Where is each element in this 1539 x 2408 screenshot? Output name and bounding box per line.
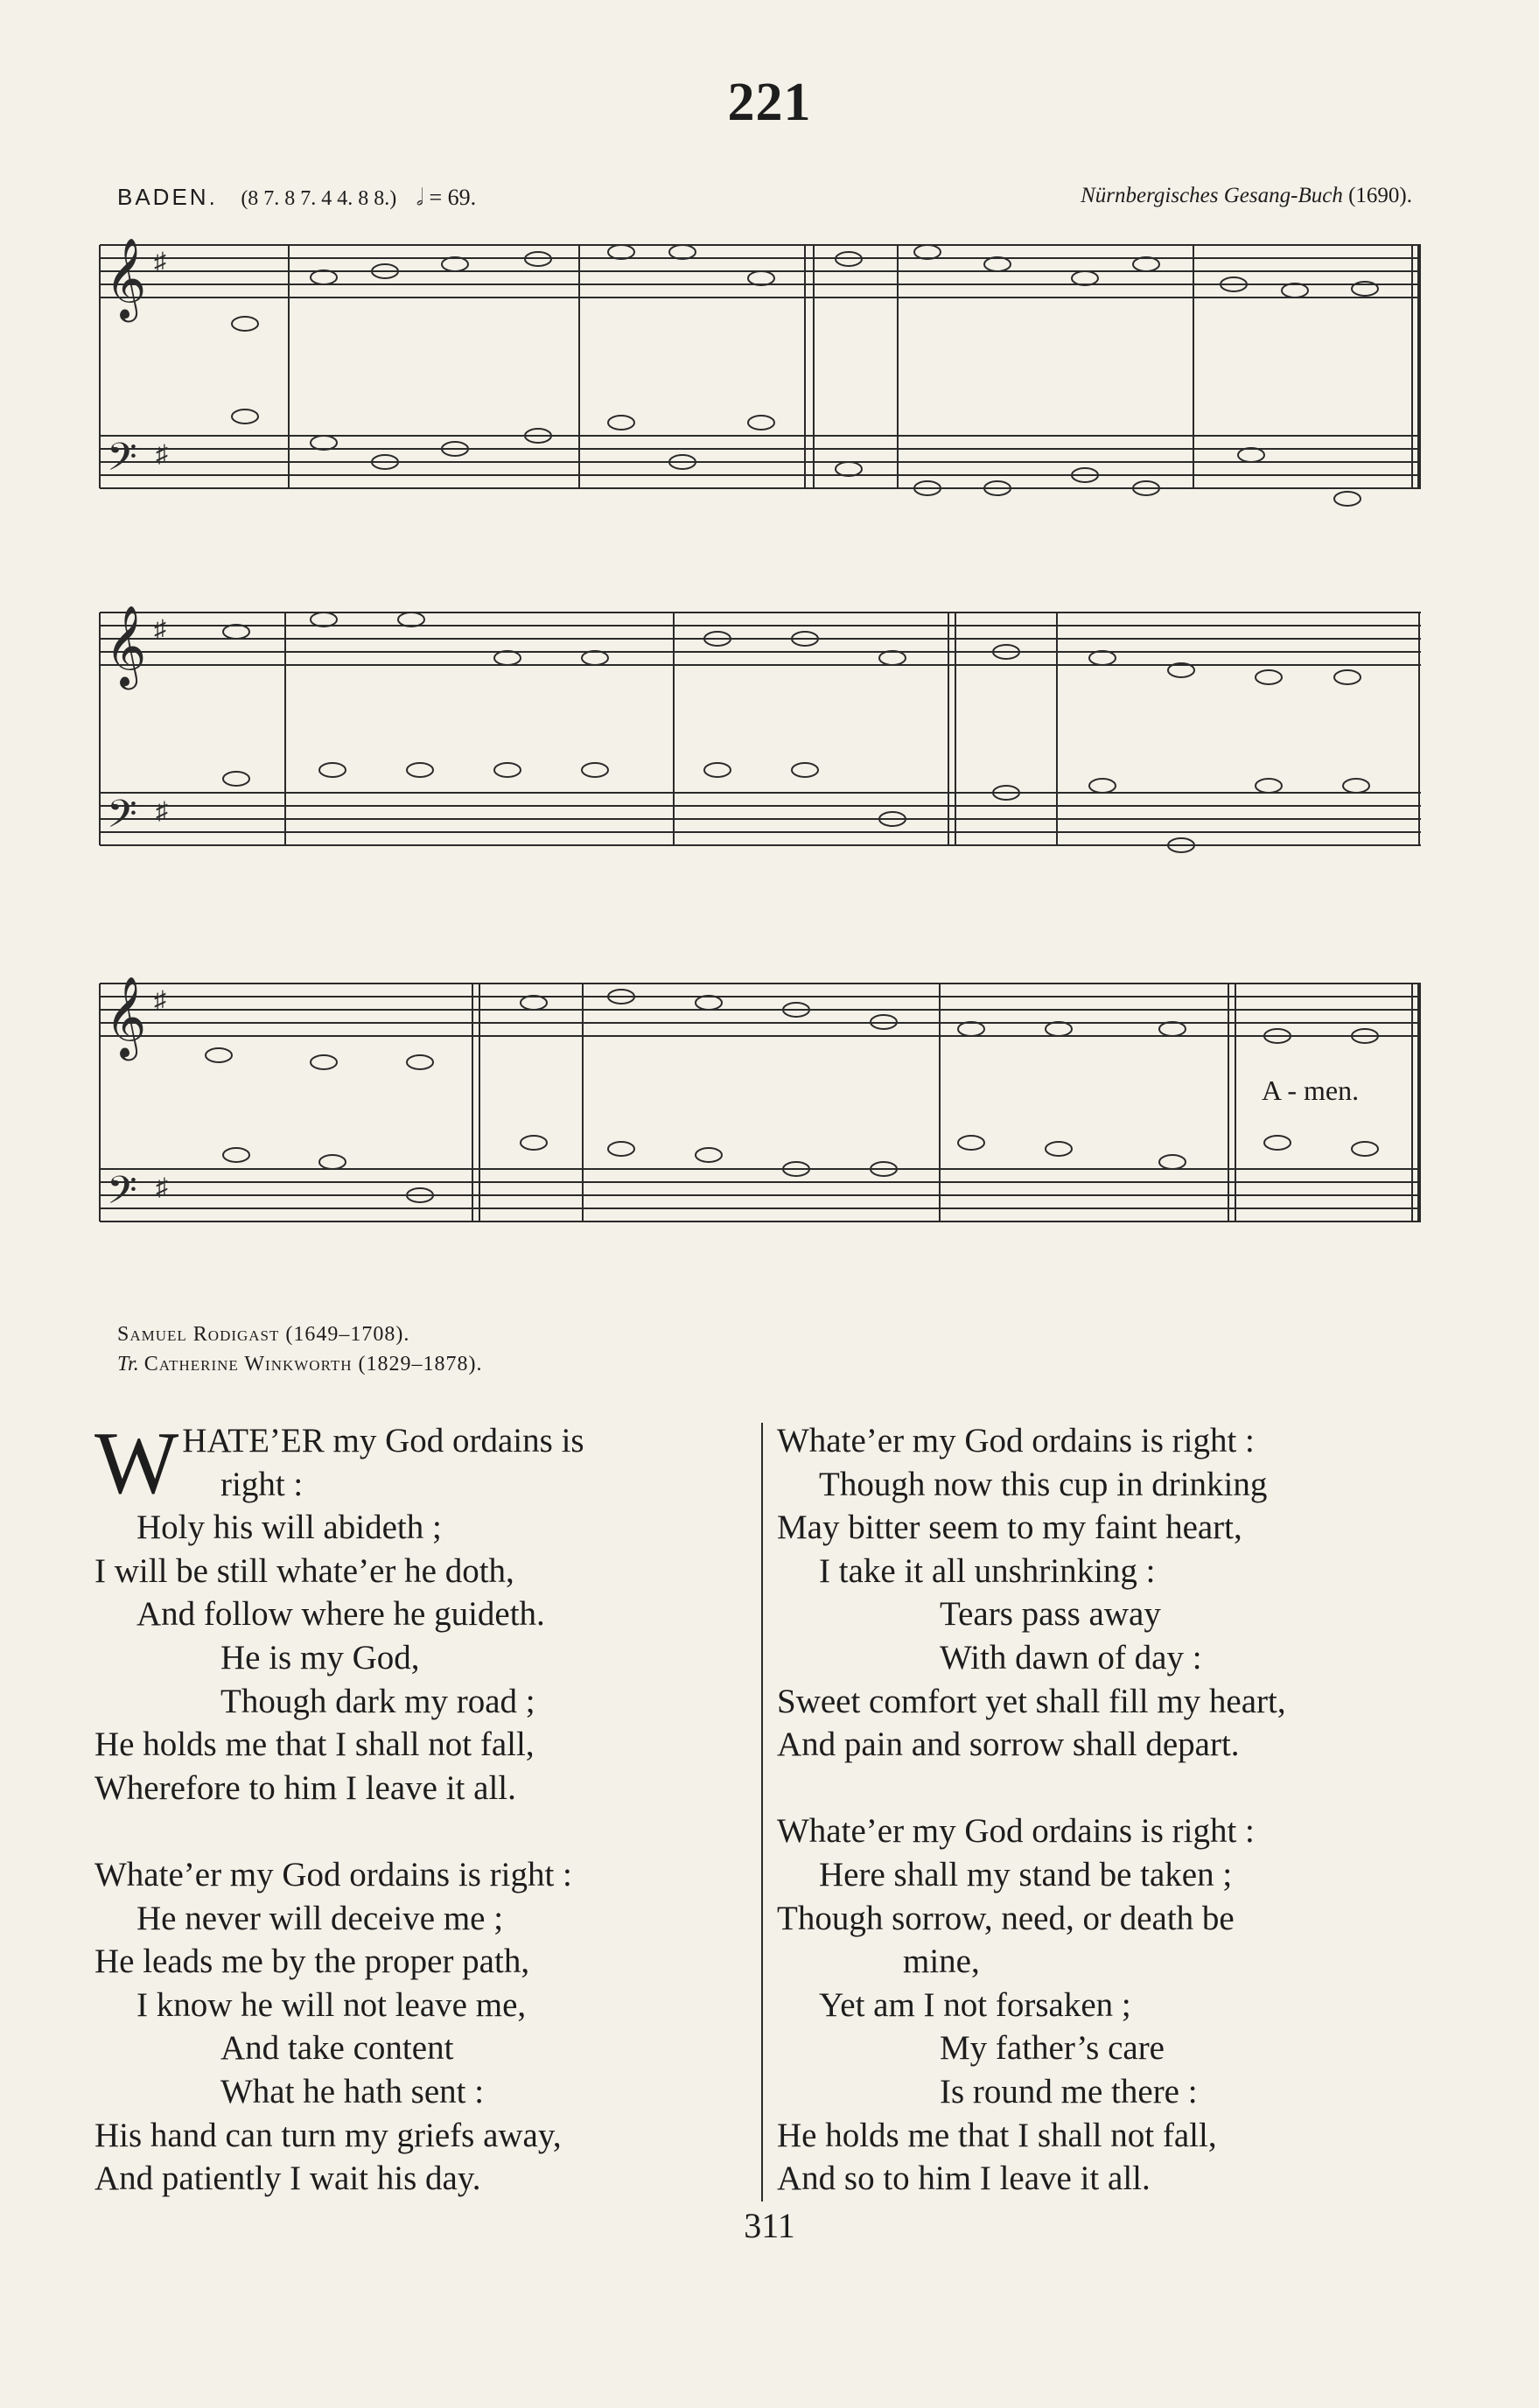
verse-line bbox=[777, 1506, 1424, 1550]
verse-line bbox=[777, 1940, 1424, 1984]
verse-line-text: My father’s care bbox=[940, 2029, 1165, 2068]
verse-line-text: Whate’er my God ordains is right : bbox=[777, 1812, 1255, 1851]
verse-line-text: Yet am I not forsaken ; bbox=[819, 1985, 1131, 2024]
bass-clef-3: 𝄢 bbox=[107, 1167, 137, 1222]
tune-source-year: (1690). bbox=[1348, 184, 1412, 207]
treble-clef-3: 𝄞 bbox=[105, 976, 147, 1057]
tune-meter: (8 7. 8 7. 4 4. 8 8.) bbox=[241, 187, 397, 210]
verse-line bbox=[94, 2114, 759, 2158]
translator-prefix: Tr. bbox=[117, 1353, 139, 1376]
verse-line bbox=[777, 2114, 1424, 2158]
verse-line bbox=[94, 1767, 759, 1810]
verse-line-text: Wherefore to him I leave it all. bbox=[94, 1768, 516, 1807]
key-signature-sharp: ♯ bbox=[156, 1174, 168, 1201]
music-system-3 bbox=[100, 976, 1421, 1222]
verse-column-right bbox=[777, 1419, 1424, 2244]
verse-line bbox=[94, 1897, 759, 1941]
verse-line bbox=[777, 1419, 1424, 1463]
verse-line bbox=[94, 1984, 759, 2027]
verse-line bbox=[777, 2070, 1424, 2114]
page-number: 311 bbox=[744, 2206, 795, 2245]
note-heads bbox=[206, 990, 1378, 1202]
verse-line-text: He is my God, bbox=[220, 1638, 420, 1676]
verse-line bbox=[94, 1723, 759, 1767]
verse-line-text: I know he will not leave me, bbox=[136, 1985, 527, 2024]
verse-line bbox=[777, 1550, 1424, 1593]
bass-staff-2 bbox=[100, 793, 1421, 845]
verse-line bbox=[777, 1984, 1424, 2027]
verse-line-text: May bitter seem to my faint heart, bbox=[777, 1508, 1242, 1547]
stanza-left-1 bbox=[94, 1414, 759, 1810]
translator-credit bbox=[117, 1349, 483, 1379]
bass-staff-3 bbox=[100, 1169, 1421, 1222]
verse-line-text: And pain and sorrow shall depart. bbox=[777, 1726, 1240, 1764]
note-heads bbox=[223, 612, 1369, 852]
verse-line-text: His hand can turn my griefs away, bbox=[94, 2116, 562, 2154]
verse-line-text: And patiently I wait his day. bbox=[94, 2160, 481, 2198]
verse-line-text: He never will deceive me ; bbox=[136, 1899, 504, 1937]
verse-line bbox=[777, 1592, 1424, 1636]
verse-line-text: Here shall my stand be taken ; bbox=[819, 1855, 1233, 1894]
verse-line-text: Though sorrow, need, or death be bbox=[777, 1899, 1235, 1937]
key-signature-sharp: ♯ bbox=[154, 248, 166, 276]
verse-line-text: Sweet comfort yet shall fill my heart, bbox=[777, 1682, 1286, 1720]
column-divider bbox=[761, 1423, 763, 2202]
verse-line-text: Though now this cup in drinking bbox=[819, 1465, 1268, 1503]
verse-line-text: He leads me by the proper path, bbox=[94, 1942, 530, 1981]
music-system-2 bbox=[100, 605, 1421, 852]
verse-line bbox=[777, 1853, 1424, 1897]
verse-line bbox=[777, 1680, 1424, 1724]
verse-line bbox=[777, 1463, 1424, 1507]
verse-line bbox=[94, 1940, 759, 1984]
treble-staff-2 bbox=[100, 612, 1421, 665]
stanza-right-1 bbox=[777, 1419, 1424, 1767]
verse-line bbox=[94, 2070, 759, 2114]
bass-clef-2: 𝄢 bbox=[107, 791, 137, 846]
credits bbox=[117, 1320, 483, 1379]
author-credit: Samuel Rodigast (1649–1708). bbox=[117, 1323, 410, 1346]
key-signature-sharp: ♯ bbox=[154, 616, 166, 643]
verse-line bbox=[94, 1506, 759, 1550]
verse-line-text: And take content bbox=[220, 2029, 454, 2068]
verse-line bbox=[94, 1550, 759, 1593]
verse-line-text: Whate’er my God ordains is right : bbox=[94, 1855, 572, 1894]
verse-line-text: With dawn of day : bbox=[940, 1638, 1202, 1676]
verse-line-text: Holy his will abideth ; bbox=[136, 1508, 442, 1547]
verse-line bbox=[94, 2157, 759, 2201]
verse-line-text: And so to him I leave it all. bbox=[777, 2160, 1151, 2198]
verse-line-text: mine, bbox=[903, 1942, 980, 1981]
amen-lyric: A - men. bbox=[1262, 1074, 1360, 1106]
hymn-number: 221 bbox=[727, 73, 812, 132]
verse-line bbox=[94, 1636, 759, 1680]
verse-line bbox=[94, 2026, 759, 2070]
verse-line bbox=[94, 1463, 759, 1507]
verse-line-text: Is round me there : bbox=[940, 2072, 1198, 2110]
key-signature-sharp: ♯ bbox=[156, 798, 168, 825]
verse-line bbox=[94, 1680, 759, 1724]
verse-line bbox=[94, 1853, 759, 1897]
verse-line bbox=[777, 1897, 1424, 1941]
bass-staff-1 bbox=[100, 436, 1421, 488]
verse-line bbox=[777, 2157, 1424, 2201]
key-signature-sharp: ♯ bbox=[156, 441, 168, 468]
verse-line-text: Though dark my road ; bbox=[220, 1682, 535, 1720]
verse-line-text: HATE’ER my God ordains is bbox=[182, 1422, 584, 1460]
verse-column-left bbox=[94, 1414, 759, 2244]
music-system-1 bbox=[100, 237, 1421, 506]
verse-line-text: And follow where he guideth. bbox=[136, 1595, 545, 1634]
tempo-marking: 𝅗𝅥 = 69. bbox=[416, 185, 477, 210]
verse-line-text: Tears pass away bbox=[940, 1595, 1161, 1634]
verse-line bbox=[94, 1592, 759, 1636]
stanza-right-2 bbox=[777, 1810, 1424, 2200]
verse-line-text: He holds me that I shall not fall, bbox=[777, 2116, 1217, 2154]
verse-line-text: I will be still whate’er he doth, bbox=[94, 1551, 514, 1590]
verse-line-text: I take it all unshrinking : bbox=[819, 1551, 1156, 1590]
verse-line-text: He holds me that I shall not fall, bbox=[94, 1726, 535, 1764]
verse-line bbox=[777, 2026, 1424, 2070]
verse-line-text: What he hath sent : bbox=[220, 2072, 485, 2110]
translator-name: Catherine Winkworth (1829–1878). bbox=[143, 1353, 483, 1376]
stanza-left-2 bbox=[94, 1853, 759, 2201]
treble-staff-3 bbox=[100, 984, 1421, 1036]
bass-clef-1: 𝄢 bbox=[107, 434, 137, 489]
verse-line bbox=[777, 1636, 1424, 1680]
verse-line bbox=[777, 1723, 1424, 1767]
tune-source-title: Nürnbergisches Gesang-Buch bbox=[1081, 184, 1343, 207]
treble-clef-2: 𝄞 bbox=[105, 605, 147, 686]
tune-name: BADEN. bbox=[117, 184, 218, 210]
key-signature-sharp: ♯ bbox=[154, 987, 166, 1014]
verse-line-text: right : bbox=[220, 1465, 304, 1503]
verse-line bbox=[777, 1810, 1424, 1853]
drop-cap: W bbox=[94, 1414, 179, 1513]
verse-line-text: Whate’er my God ordains is right : bbox=[777, 1422, 1255, 1460]
treble-clef-1: 𝄞 bbox=[105, 237, 147, 318]
